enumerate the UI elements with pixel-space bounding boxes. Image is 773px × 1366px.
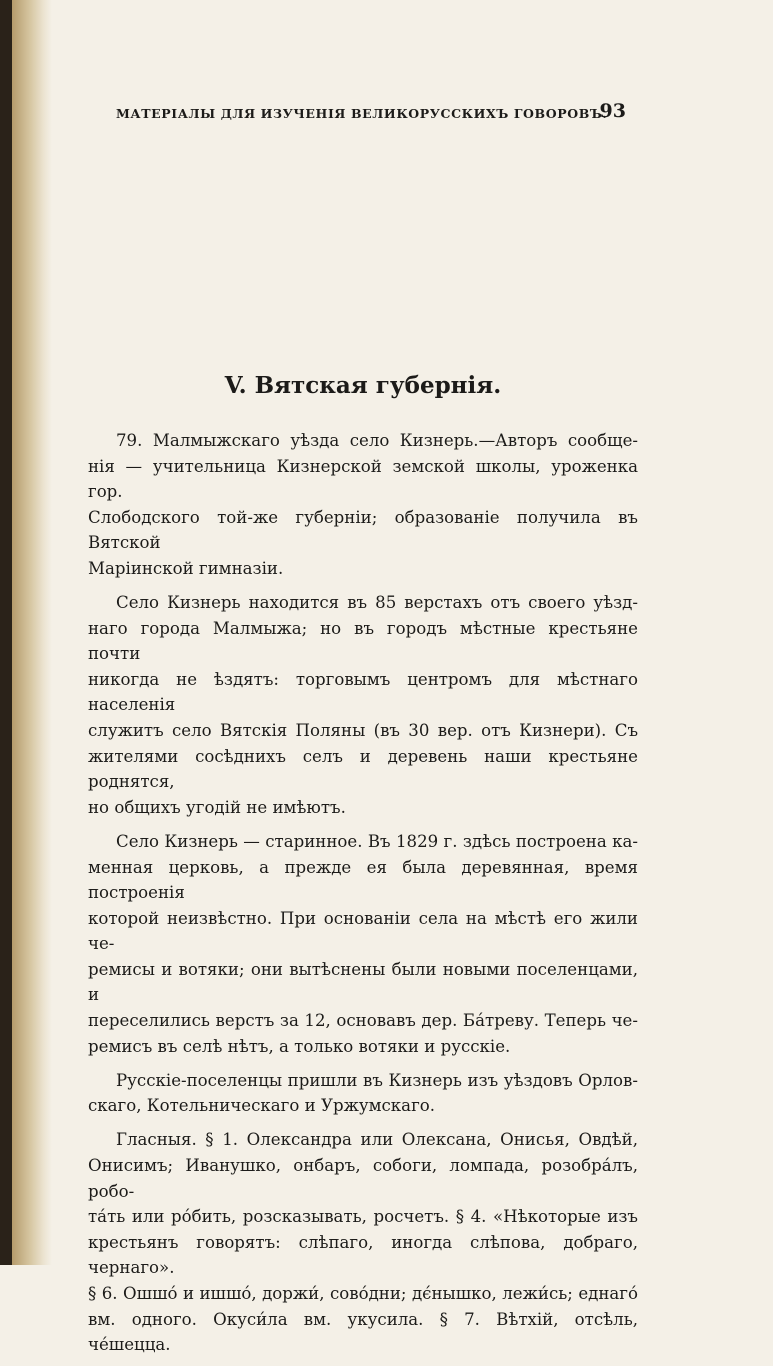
- text-line: крестьянъ говорятъ: слѣпаго, иногда слѣпова, добраго, чернаго».: [88, 1232, 638, 1278]
- text-line: служитъ село Вятскія Поляны (въ 30 вер. отъ Кизнери). Съ: [88, 721, 638, 741]
- text-line: та́ть или ро́бить, розсказывать, росчетъ. § 4. «Нѣкоторые изъ: [88, 1207, 638, 1227]
- text-line: § 6. Ошшо́ и ишшо́, доржи́, сово́дни; дє́нышко, лежи́сь; еднаго́: [88, 1284, 638, 1303]
- page-number: 93: [599, 100, 626, 122]
- text-line: ремисъ въ селѣ нѣтъ, а только вотяки и русскіе.: [88, 1036, 511, 1056]
- running-header: [116, 100, 626, 130]
- text-line: наго города Малмыжа; но въ городъ мѣстные крестьяне почти: [88, 618, 638, 664]
- text-line: Село Кизнерь — старинное. Въ 1829 г. здѣсь построена ка-: [116, 831, 638, 851]
- text-line: ремисы и вотяки; они вытѣснены были новыми поселенцами, и: [88, 959, 638, 1005]
- section-heading: V. Вятская губернія.: [224, 372, 502, 399]
- text-line: но общихъ угодій не имѣютъ.: [88, 797, 346, 817]
- text-line: Маріинской гимназіи.: [88, 558, 284, 578]
- text-line: Русскіе-поселенцы пришли въ Кизнерь изъ уѣздовъ Орлов-: [116, 1070, 638, 1090]
- paragraph-history: [88, 829, 638, 1059]
- text-line: вм. одного. Окуси́ла вм. укусила. § 7. Вѣтхій, отсѣль, че́шецца.: [88, 1309, 638, 1355]
- text-line: 79. Малмыжскаго уѣзда село Кизнерь.—Авторъ сообще-: [116, 431, 638, 450]
- text-line: Село Кизнерь находится въ 85 верстахъ отъ своего уѣзд-: [116, 593, 638, 613]
- paragraph-79-intro: [88, 428, 638, 582]
- text-line: переселились верстъ за 12, основавъ дер. Ба́треву. Теперь че-: [88, 1011, 638, 1031]
- text-line: менная церковь, а прежде ея была деревянная, время построенія: [88, 857, 638, 903]
- text-line: никогда не ѣздятъ: торговымъ центромъ для мѣстнаго населенія: [88, 669, 638, 715]
- text-line: скаго, Котельническаго и Уржумскаго.: [88, 1096, 436, 1116]
- running-title: МАТЕРІАЛЫ ДЛЯ ИЗУЧЕНІЯ ВЕЛИКОРУССКИХЪ ГОВОРОВЪ.: [116, 106, 608, 121]
- paragraph-location: [88, 590, 638, 820]
- paragraph-settlers: [88, 1068, 638, 1119]
- text-line: Онисимъ; Иванушко, онбаръ, собоги, ломпада, розобра́лъ, робо-: [88, 1156, 638, 1201]
- text-line: которой неизвѣстно. При основаніи села на мѣстѣ его жили че-: [88, 908, 638, 954]
- paragraph-vowels: [88, 1127, 638, 1357]
- text-line: нія — учительница Кизнерской земской школы, уроженка гор.: [88, 456, 638, 502]
- text-line: жителями сосѣднихъ селъ и деревень наши крестьяне роднятся,: [88, 746, 638, 792]
- text-line: Слободского той-же губерніи; образованіе получила въ Вятской: [88, 507, 638, 553]
- text-line: Гласныя. § 1. Олександра или Олексана, Онисья, Овдѣй,: [116, 1130, 638, 1150]
- body-text: [88, 428, 638, 1366]
